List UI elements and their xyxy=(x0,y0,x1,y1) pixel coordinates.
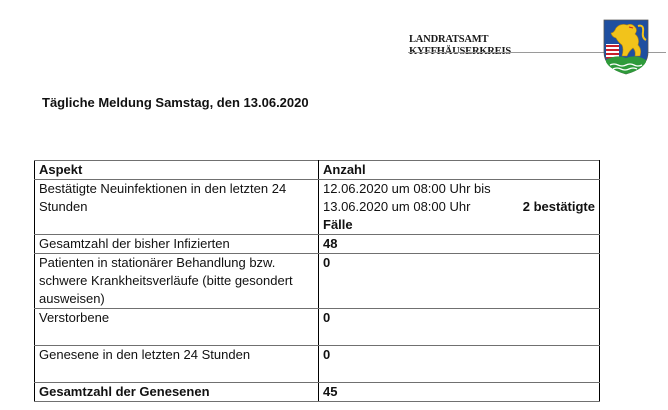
cell-aspect: Patienten in stationärer Behandlung bzw. schwere Krankheitsverläufe (bitte gesondert ausweisen) xyxy=(35,254,319,309)
count-confirmed: 2 bestätigte xyxy=(522,199,595,214)
cell-aspect: Genesene in den letzten 24 Stunden xyxy=(35,346,319,383)
cell-count xyxy=(319,180,600,235)
cell-aspect: Bestätigte Neuinfektionen in den letzten 24 Stunden xyxy=(35,180,319,235)
cell-aspect: Gesamtzahl der Genesenen xyxy=(35,383,319,402)
coat-of-arms-icon xyxy=(602,18,650,76)
cell-count: 48 xyxy=(319,235,600,254)
cell-aspect: Verstorbene xyxy=(35,309,319,346)
table-row xyxy=(35,180,600,235)
cell-aspect: Gesamtzahl der bisher Infizierten xyxy=(35,235,319,254)
cell-count: 45 xyxy=(319,383,600,402)
page-title: Tägliche Meldung Samstag, den 13.06.2020 xyxy=(42,95,309,110)
count-period-start: 12.06.2020 um 08:00 Uhr bis xyxy=(323,181,491,196)
header-aspect: Aspekt xyxy=(35,161,319,180)
cell-count: 0 xyxy=(319,254,600,309)
count-cases-label: Fälle xyxy=(323,217,353,232)
table-row xyxy=(35,383,600,402)
table-header-row xyxy=(35,161,600,180)
table-row xyxy=(35,309,600,346)
count-period-end: 13.06.2020 um 08:00 Uhr xyxy=(323,199,471,214)
table-row xyxy=(35,346,600,383)
table-row xyxy=(35,254,600,309)
table-row xyxy=(35,235,600,254)
cell-count: 0 xyxy=(319,309,600,346)
cell-count: 0 xyxy=(319,346,600,383)
letterhead-line-authority: LANDRATSAMT xyxy=(409,34,489,45)
count-period-end-line xyxy=(323,198,595,216)
header-count: Anzahl xyxy=(319,161,600,180)
report-table xyxy=(34,160,600,402)
letterhead xyxy=(409,34,511,58)
